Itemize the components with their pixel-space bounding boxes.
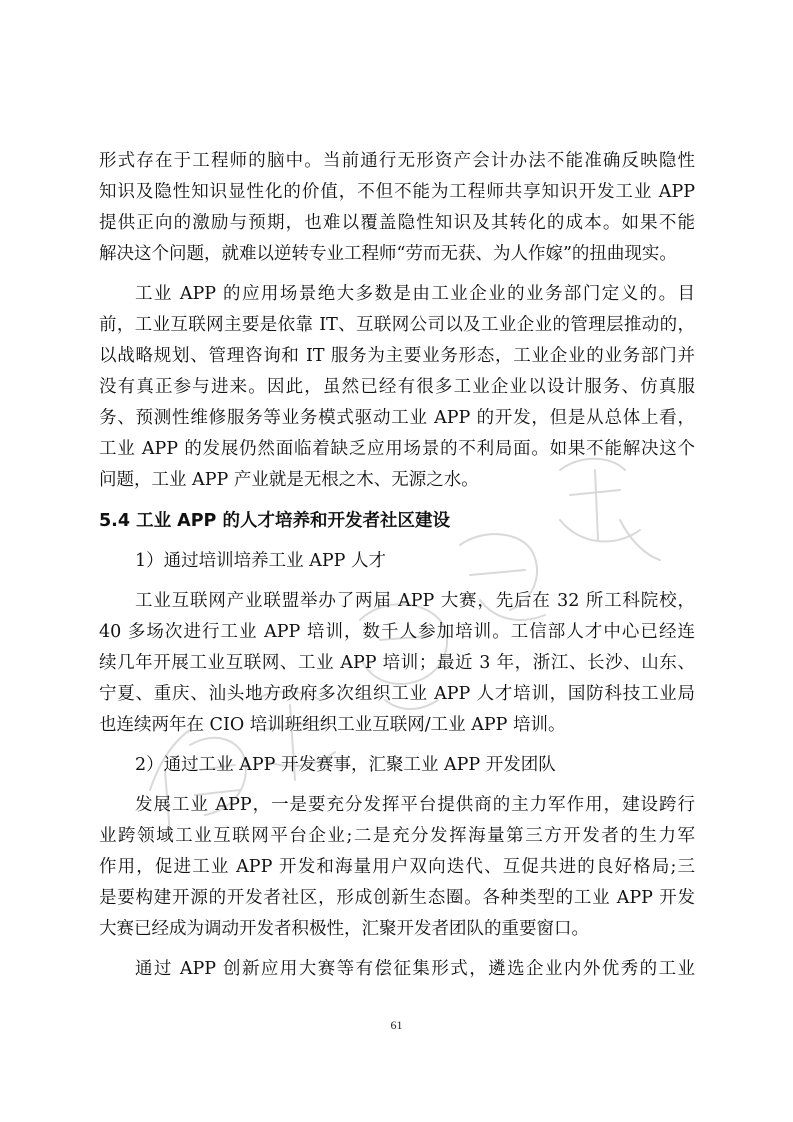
text-line: 大赛已经成为调动开发者积极性，汇聚开发者团队的重要窗口。 xyxy=(99,919,589,939)
text-line: 以战略规划、管理咨询和 IT 服务为主要业务形态，工业企业的业务部门并 xyxy=(99,346,695,366)
subsection-2 xyxy=(99,750,695,985)
text-line: 作用，促进工业 APP 开发和海量用户双向迭代、互促共进的良好格局;三 xyxy=(99,857,695,877)
subsection-1 xyxy=(99,546,695,741)
watermark-text: 征求意见稿 xyxy=(0,0,5,1)
text-line: 宁夏、重庆、汕头地方政府多次组织工业 APP 人才培训，国防科技工业局 xyxy=(99,684,695,704)
text-line: 续几年开展工业互联网、工业 APP 培训；最近 3 年，浙江、长沙、山东、 xyxy=(99,653,695,673)
text-line: 业跨领域工业互联网平台企业;二是充分发挥海量第三方开发者的生力军 xyxy=(99,826,695,846)
text-line: 务、预测性维修服务等业务模式驱动工业 APP 的开发，但是从总体上看， xyxy=(99,408,695,428)
paragraph-2 xyxy=(99,279,695,496)
text-line: 通过 APP 创新应用大赛等有偿征集形式，遴选企业内外优秀的工业 xyxy=(135,959,695,979)
subsection-title: 2）通过工业 APP 开发赛事，汇聚工业 APP 开发团队 xyxy=(135,755,556,775)
text-line: 40 多场次进行工业 APP 培训，数千人参加培训。工信部人才中心已经连 xyxy=(99,622,695,642)
page-body xyxy=(99,146,695,985)
text-line: 是要构建开源的开发者社区，形成创新生态圈。各种类型的工业 APP 开发 xyxy=(99,888,695,908)
text-line: 提供正向的激励与预期，也难以覆盖隐性知识及其转化的成本。如果不能 xyxy=(99,213,695,233)
text-line: 也连续两年在 CIO 培训班组织工业互联网/工业 APP 培训。 xyxy=(99,715,566,735)
text-line: 工业互联网产业联盟举办了两届 APP 大赛，先后在 32 所工科院校， xyxy=(135,591,695,611)
text-line: 发展工业 APP，一是要充分发挥平台提供商的主力军作用，建设跨行 xyxy=(135,795,695,815)
text-line: 解决这个问题，就难以逆转专业工程师“劳而无获、为人作嫁”的扭曲现实。 xyxy=(99,244,677,264)
text-line: 问题，工业 APP 产业就是无根之木、无源之水。 xyxy=(99,470,479,490)
paragraph-1 xyxy=(99,146,695,270)
text-line: 知识及隐性知识显性化的价值，不但不能为工程师共享知识开发工业 APP xyxy=(99,182,695,202)
text-line: 工业 APP 的应用场景绝大多数是由工业企业的业务部门定义的。目 xyxy=(135,284,695,304)
text-line: 没有真正参与进来。因此，虽然已经有很多工业企业以设计服务、仿真服 xyxy=(99,377,695,397)
text-line: 前，工业互联网主要是依靠 IT、互联网公司以及工业企业的管理层推动的， xyxy=(99,315,695,335)
section-heading: 5.4 工业 APP 的人才培养和开发者社区建设 xyxy=(99,511,450,531)
text-line: 形式存在于工程师的脑中。当前通行无形资产会计办法不能准确反映隐性 xyxy=(99,151,695,171)
page-number: 61 xyxy=(390,1018,403,1032)
text-line: 工业 APP 的发展仍然面临着缺乏应用场景的不利局面。如果不能解决这个 xyxy=(99,439,695,459)
subsection-title: 1）通过培训培养工业 APP 人才 xyxy=(135,551,386,571)
